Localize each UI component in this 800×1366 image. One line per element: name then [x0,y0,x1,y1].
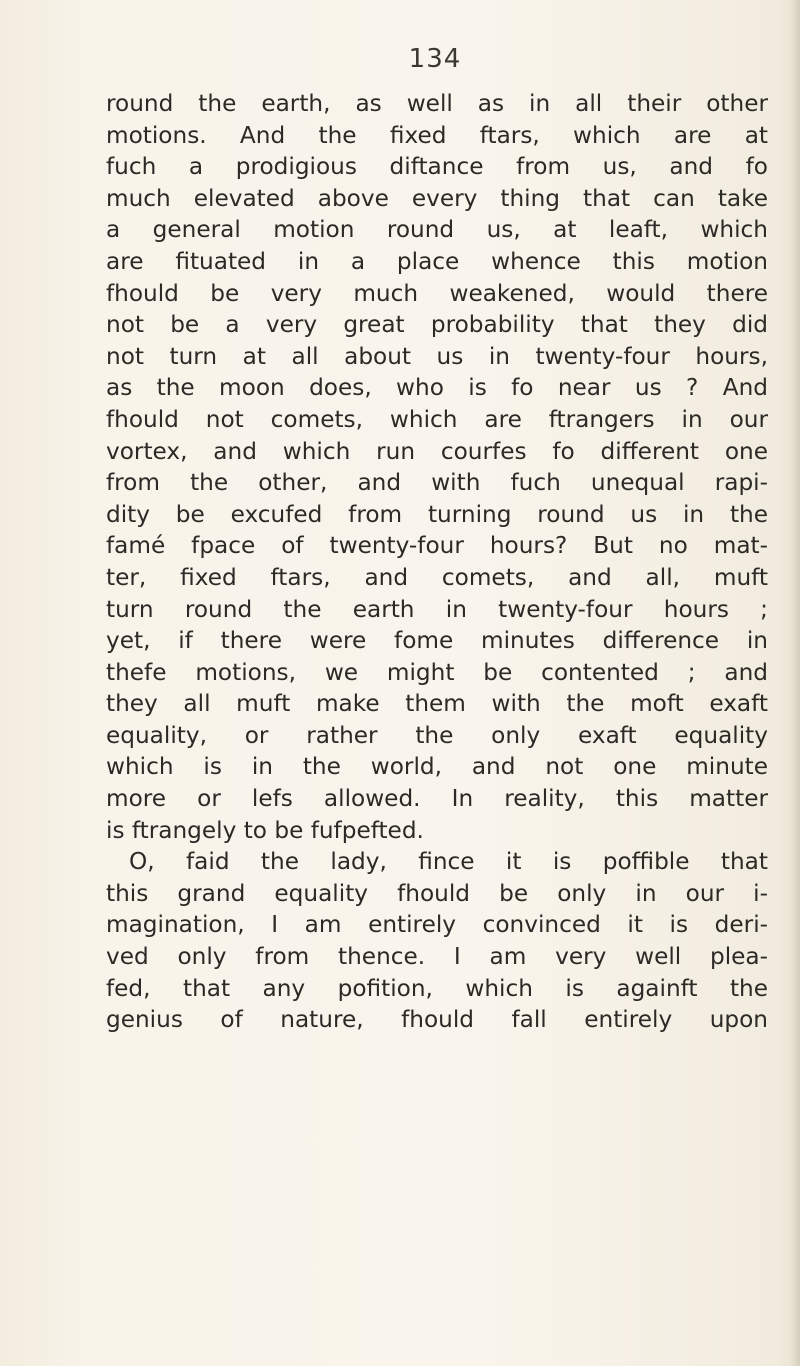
text-line: vortex, and which run courfes fo different one [106,437,768,465]
text-line: is ftrangely to be fufpefted. [106,816,424,844]
text-line: are fituated in a place whence this motion [106,247,768,275]
text-line: fhould be very much weakened, would there [106,279,768,307]
text-line: not turn at all about us in twenty-four hours, [106,342,768,370]
text-line: ved only from thence. I am very well plea- [106,943,768,971]
text-line: thefe motions, we might be contented ; and [106,658,768,686]
text-line: as the moon does, who is fo near us ? And [106,374,768,402]
text-line: O, faid the lady, fince it is poffible that [129,848,768,876]
page-edge-shadow [790,0,800,1366]
text-line: much elevated above every thing that can take [106,184,768,212]
text-line: not be a very great probability that they did [106,311,768,339]
text-line: this grand equality fhould be only in our i- [106,879,768,907]
text-line: a general motion round us, at leaft, which [106,216,768,244]
text-line: genius of nature, fhould fall entirely upon [106,1006,768,1034]
text-line: round the earth, as well as in all their other [106,90,768,117]
text-line: yet, if there were fome minutes difference in [106,627,768,655]
text-line: ter, fixed ftars, and comets, and all, muft [106,563,768,591]
text-line: motions. And the fixed ftars, which are at [106,121,768,149]
text-line: from the other, and with fuch unequal rapi- [106,469,768,497]
text-line: they all muft make them with the moft exaft [106,690,768,718]
text-line: equality, or rather the only exaft equality [106,721,768,749]
text-line: more or lefs allowed. In reality, this matter [106,785,768,813]
text-line: turn round the earth in twenty-four hours ; [106,595,768,623]
body-text [106,88,768,1036]
text-line: magination, I am entirely convinced it is deri- [106,911,768,939]
text-line: fuch a prodigious diftance from us, and fo [106,153,768,181]
text-line: which is in the world, and not one minute [106,753,768,781]
page-number: 134 [408,44,462,74]
text-line: fhould not comets, which are ftrangers in our [106,405,768,433]
text-line: famé fpace of twenty-four hours? But no mat- [106,532,768,560]
text-line: fed, that any pofition, which is againft the [106,974,768,1002]
text-line: dity be excufed from turning round us in the [106,500,768,528]
